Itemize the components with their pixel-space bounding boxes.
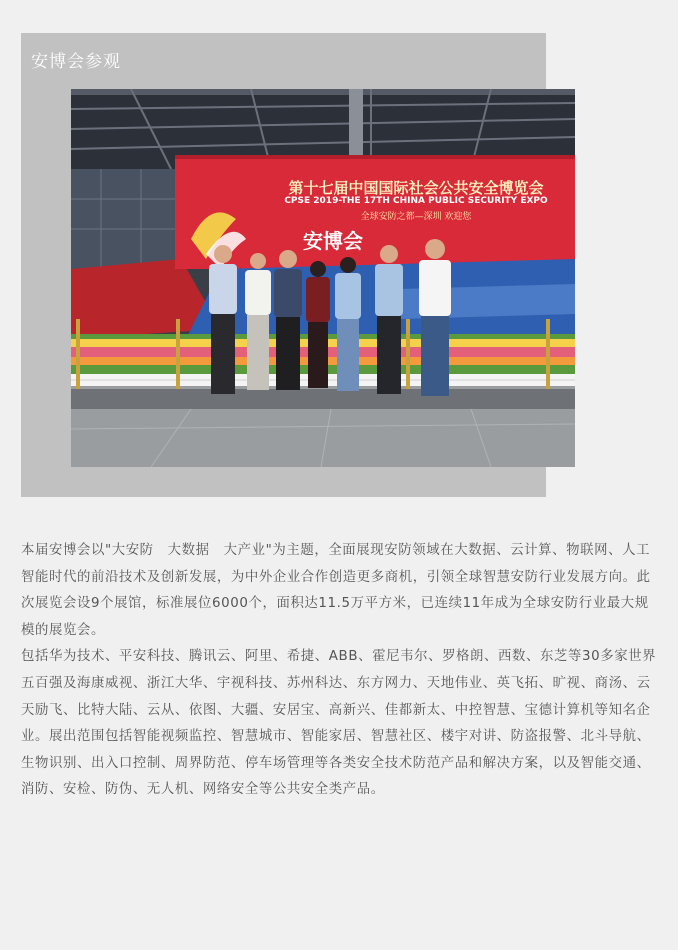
banner-brand: 安博会 xyxy=(303,229,363,253)
banner-title: 第十七届中国国际社会公共安全博览会 xyxy=(288,179,544,197)
article-paragraph: 包括华为技术、平安科技、腾讯云、阿里、希捷、ABB、霍尼韦尔、罗格朗、西数、东芝等30多家世界五百强及海康威视、浙江大华、宇视科技、苏州科达、东方网力、天地伟业、英飞拓、旷视、商汤、云天励飞、比特大陆、云从、依图、大疆、安居宝、高新兴、佳都新太、中控智慧、宝德计算机等知名企业。展出范围包括智能视频监控、智慧城市、智能家居、智慧社区、楼宇对讲、防盗报警、北斗导航、生物识别、出入口控制、周界防范、停车场管理等各类安全技术防范产品和解决方案，以及智能交通、消防、安检、防伪、无人机、网络安全等公共安全类产品。 xyxy=(21,649,657,798)
banner-subtitle: CPSE 2019-THE 17TH CHINA PUBLIC SECURITY EXPO xyxy=(284,196,548,206)
article-body xyxy=(21,538,661,804)
expo-photo xyxy=(71,89,575,467)
banner-slogan: 全球安防之都—深圳 欢迎您 xyxy=(360,212,472,222)
card-title: 安博会参观 xyxy=(31,52,121,72)
article-paragraph: 本届安博会以"大安防 大数据 大产业"为主题，全面展现安防领域在大数据、云计算、物联网、人工智能时代的前沿技术及创新发展，为中外企业合作创造更多商机，引领全球智慧安防行业发展方向。此次展览会设9个展馆，标准展位6000个，面积达11.5万平方米，已连续11年成为全球安防行业最大规模的展览会。 xyxy=(21,543,651,638)
expo-photo-illustration xyxy=(71,89,575,467)
